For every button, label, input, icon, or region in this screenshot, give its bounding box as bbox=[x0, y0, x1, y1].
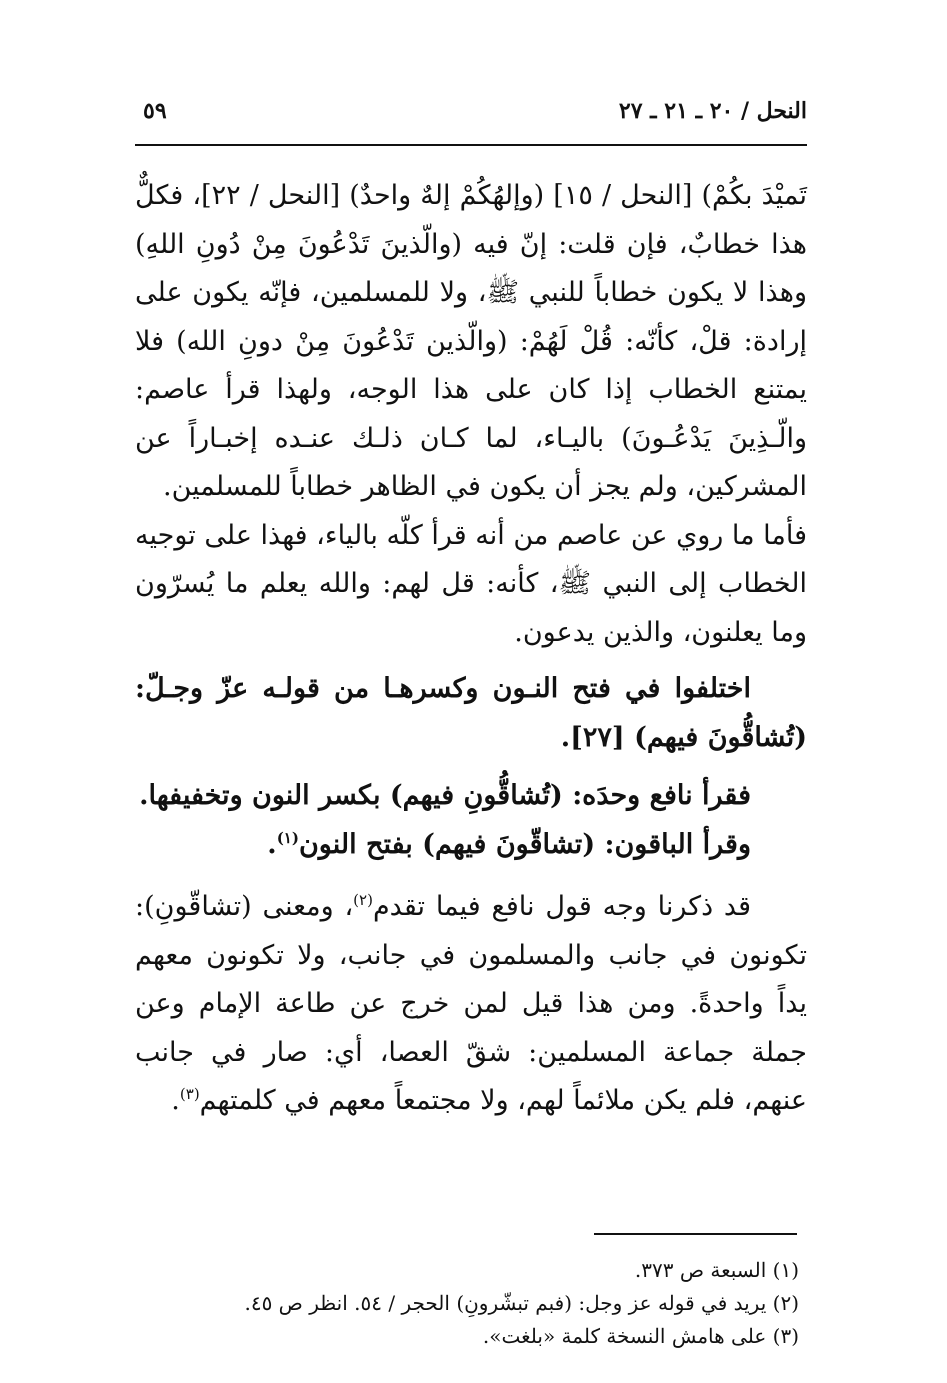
commentary-text bbox=[135, 883, 807, 1126]
footnote-ref-2[interactable]: (٢) bbox=[353, 891, 373, 909]
header-divider bbox=[135, 144, 807, 146]
footnote-ref-3[interactable]: (٣) bbox=[179, 1085, 200, 1103]
main-text bbox=[135, 172, 807, 1126]
commentary-part-2: ، ومعنى (تشاقّونِ): تكونون في جانب والمسلمون في جانب، ولا تكونون معهم يداً واحدةً. ومن هذا قيل لمن خرج عن طاعة الإمام وعن جملة جماعة المسلمين: شقّ العصا، أي: صار في جانب عنهم، فلم يكن ملائماً لهم، ولا مجتمعاً معهم في كلمتهم bbox=[135, 891, 807, 1116]
paragraph-continuation: تَميْدَ بكُمْ) [النحل / ١٥] (وإلهُكُمْ إلهٌ واحدٌ) [النحل / ٢٢]، فكلٌّ هذا خطابٌ، فإن قلت: إنّ فيه (والّذينَ تَدْعُونَ مِنْ دُونِ اللهِ) وهذا لا يكون خطاباً للنبي ﷺ، ولا للمسلمين، فإنّه يكون على إرادة: قلْ، كأنّه: قُلْ لَهُمْ: (والّذين تَدْعُونَ مِنْ دونِ الله) فلا يمتنع الخطاب إذا كان على هذا الوجه، ولهذا قرأ عاصم: والّـذِينَ يَدْعُـونَ) باليـاء، لما كـان ذلـك عنـده إخبـاراً عن المشركين، ولم يجز أن يكون في الظاهر خطاباً للمسلمين. bbox=[135, 180, 807, 502]
running-header bbox=[135, 92, 807, 132]
reading-others: وقرأ الباقون: (تشاقّونَ فيهم) بفتح النون$^{(١)}$. bbox=[267, 828, 751, 860]
variant-heading-text: اختلفوا في فتح النـون وكسرهـا من قولـه عزّ وجـلّ: (تُشاقُّونَ فيهم) [٢٧]. bbox=[135, 673, 807, 753]
book-page bbox=[135, 92, 807, 1348]
variant-heading bbox=[135, 665, 807, 762]
paragraph-asim-reading: فأما ما روي عن عاصم من أنه قرأ كلّه بالياء، فهذا على توجيه الخطاب إلى النبي ﷺ، كأنه: قل لهم: والله يعلم ما يُسرّون وما يعلنون، والذين يدعون. bbox=[135, 519, 807, 648]
chapter-reference: النحل / ٢٠ ـ ٢١ ـ ٢٧ bbox=[618, 98, 807, 124]
reading-nafi: فقرأ نافع وحدَه: (تُشاقُّونِ فيهم) بكسر النون وتخفيفها. bbox=[139, 780, 751, 811]
reading-others-text: وقرأ الباقون: (تشاقّونَ فيهم) بفتح النون bbox=[298, 828, 751, 860]
footnote-2: (٢) يريد في قوله عز وجل: (فبم تبشّرونِ) الحجر / ٥٤. انظر ص ٤٥. bbox=[244, 1291, 799, 1315]
page-number: ٥٩ bbox=[143, 98, 167, 124]
footnote-ref-1[interactable]: (١) bbox=[276, 828, 299, 847]
footnote-divider bbox=[594, 1233, 797, 1235]
footnote-3: (٣) على هامش النسخة كلمة «بلغت». bbox=[482, 1324, 799, 1348]
footnotes bbox=[135, 1254, 807, 1353]
commentary-end: . bbox=[171, 1085, 180, 1116]
commentary-part-1: قد ذكرنا وجه قول نافع فيما تقدم bbox=[372, 891, 751, 922]
commentary-paragraph bbox=[135, 883, 807, 1126]
readings-list bbox=[135, 772, 807, 869]
footnote-1: (١) السبعة ص ٣٧٣. bbox=[634, 1258, 799, 1282]
